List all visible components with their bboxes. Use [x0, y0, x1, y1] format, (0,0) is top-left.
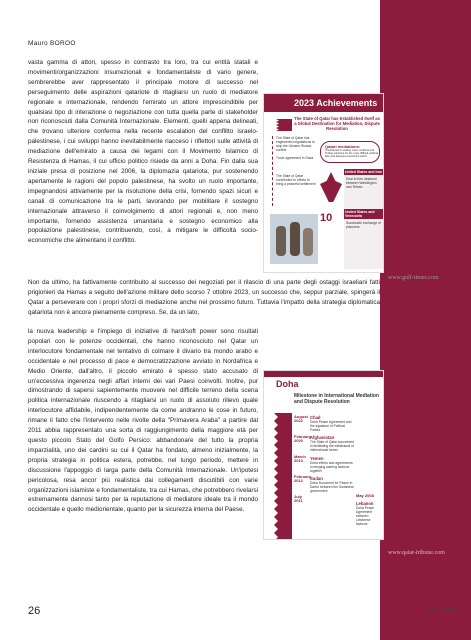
year-label: May 2008	[356, 493, 374, 498]
year-label: February 2012	[294, 474, 312, 484]
qatar-map-shape	[320, 172, 342, 202]
page-number: 26	[28, 605, 41, 617]
us-iran-heading: United States and Iran	[344, 169, 384, 175]
figure1-timeline: The State of Qatar has engineered negotiations to stop the Ukraine-Russia conflict Truce agreement in Gaza The State of Qatar contributed to efforts to bring a peaceful settlement	[272, 136, 318, 206]
year-label: February 2020	[294, 434, 312, 444]
children-photo	[270, 214, 318, 264]
figure-2023-achievements	[263, 93, 384, 273]
figure2-title: Doha	[276, 379, 299, 389]
figure2-top-band	[264, 371, 384, 377]
year-label: July 2011	[294, 494, 303, 504]
figure2-sections: Chad Doha Peace Agreement and the signature of Political Parties Afghanistan The State of Qatar succeeded in facilitating the withdrawal of international forces Yemen Doha efforts and agreements in bringing warring factions together Sudan Doha Document for Peace in Darfur between the Sudanese government	[310, 415, 354, 494]
article-column-top: vasta gamma di attori, spesso in contrasto tra loro, tra cui entità statali e movimenti/organizzazioni insurrezionali e fondamentaliste di vario genere, sembrerebbe aver rappresentato il principale motore di successo nel perseguimento delle aspirazioni qatariote di ritagliarsi un ruolo di mediatore regionale e internazionale, rendendo l'emirato un attore imprescindibile per qualsiasi tipo di interazione o negoziazione con tutta quella parte di stakeholder non riconosciuti dalla Comunità Internazionale. Elementi, quelli appena delineati, che trovano ulteriore conferma nella recente escalation del conflitto israelo-palestinese, i cui sviluppi hanno inevitabilmente riacceso i riflettori sulle attività di mediazione dell'emirato a causa dei legami con il Movimento Islamico di Resistenza di Hamas, il cui ufficio politico risiede da anni a Doha. Fin dalla sua iniziale presa di posizione nel 2006, la diplomazia qatariota, pur sostenendo apertamente le ragioni del popolo palestinese, ha svolto un ruolo importante, impegnandosi attivamente per la risoluzione della crisi, fornendo spazi sicuri e canali di comunicazione tra le parti, lavorando per mobilitare il sostegno internazionale attraverso il coinvolgimento di attori regionali e, non meno importante, fornendo assistenza umanitaria e sostegno economico alla popolazione palestinese, contribuendo, così, a mitigare le difficoltà socio-economiche che alimentano il conflitto.	[28, 59, 258, 245]
figure1-caption: www.gulf-times.com	[388, 275, 439, 281]
mediation-badge	[320, 141, 380, 163]
article-full-width: Non da ultimo, ha fattivamente contribuito al successo dei negoziati per il rilascio di una parte degli ostaggi israeliani fatti prigionieri da Hamas a seguito dell'azione militare dello scorso 7 ottobre 2023, un successo che, seppur parziale, spingerà il Qatar a perseverare con i propri sforzi di mediazione anche nel prossimo futuro. Tuttavia l'impatto della strategia diplomatica qatariota non è ancora pienamente compreso. Se, da un lato,	[28, 279, 380, 316]
figure2-years	[294, 414, 312, 515]
figure-doha-milestones	[263, 370, 384, 540]
qatar-flag	[264, 413, 292, 540]
section-heading: Afghanistan	[310, 435, 335, 441]
author-name: Mauro BOROO	[28, 40, 76, 47]
year-label: March 2013	[294, 454, 306, 464]
qatar-logo-icon	[268, 118, 292, 130]
section-heading: Chad	[310, 415, 321, 420]
children-count: 10	[320, 212, 333, 224]
figure1-title: 2023 Achievements	[294, 98, 378, 108]
mediation-badge-text: Contributed to settling many conflicts and finding solutions for the most difficult political files and disputes around the world	[325, 149, 378, 159]
figure2-subtitle: Milestone in International Mediation and Dispute Resolution	[294, 393, 380, 405]
mediation-badge-label: Qatari mediations:	[325, 144, 361, 149]
us-venezuela-heading: United States and Venezuela	[344, 209, 384, 219]
decorative-side-strip	[380, 0, 471, 640]
section-heading: Sudan	[310, 475, 323, 481]
figure2-lebanon: May 2008 Lebanon Doha Peace Agreement between Lebanese factions	[356, 493, 382, 526]
year-label: August 2022	[294, 414, 308, 424]
article-column-bottom: la nuova leadership e l'impiego di iniziative di hard/soft power sono risultati popolari con le potenze occidentali, che hanno riconosciuto nel Qatar un interlocutore fondamentale nel tentativo di colmare il divario tra mondo arabo e occidentale e nel processo di pace e democratizzazione avviato in Nordafrica e Medio Oriente, dall'altro, il piccolo emirato è spesso stato accusato di un'eccessiva ingerenza negli affari interni dei vari Paesi coinvolti. Inoltre, pur dimostrando di sapersi sapientemente muovere nel difficile terreno della scena politica internazionale riuscendo a ritagliarsi un ruolo di assoluto rilievo quale interlocutore affidabile, indipendentemente da come andranno le cose in futuro, rimane il fatto che l'intervento nelle rivolte della "Primavera Araba" a partire dal 2011 abbia rappresentato una sorta di raggiungimento della maggiore età per questo piccolo Stato del Golfo Persico: abbandonare del tutto la propria imparzialità, uno dei cardini su cui il Qatar ha fondato, almeno inizialmente, la propria strategia in politica estera, potrebbe, nel lungo periodo, mettere in discussione l'appoggio di larga parte della Comunità Internazionale. Un'ipotesi pericolosa, resa ancor più realistica dai collegamenti discutibili con varie organizzazioni islamiste e fondamentaliste, tra cui Hamas, che potrebbero rivelarsi estremamente dannosi tanto per la reputazione di mediatore ideale tra il mondo occidentale e quello mediorientale, quanto per la sicurezza interna del Paese.	[28, 328, 258, 514]
figure1-subtitle: The State of Qatar has Established Itself as a Global Destination for Mediation, Dispute Resolution	[294, 116, 380, 131]
figure1-right-column: United States and Iran Deal to free detained between Washington and Tehran United States and Venezuela Successful exchange of prisoners	[344, 169, 384, 269]
figure2-caption: www.qatar-tribune.com	[388, 550, 445, 556]
section-heading: Yemen	[310, 455, 324, 461]
issue-label: ID 3/2024	[430, 607, 459, 614]
section-heading: Lebanon	[356, 501, 374, 506]
